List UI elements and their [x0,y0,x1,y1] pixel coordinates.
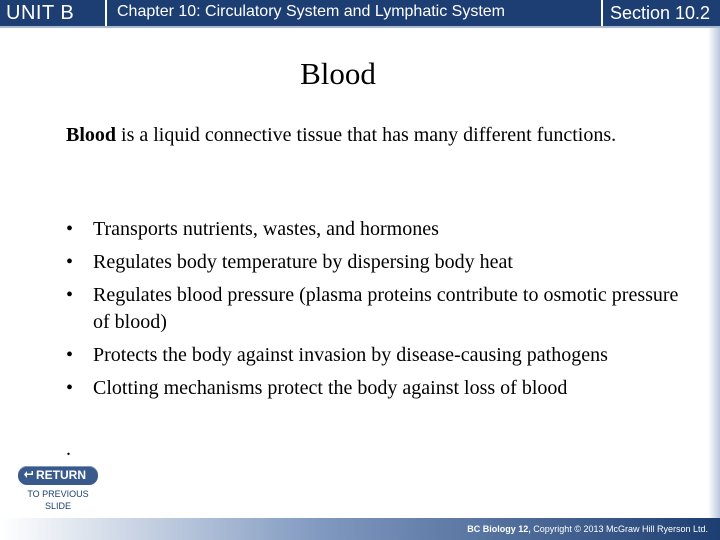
list-item [66,216,686,243]
list-item [66,282,686,336]
intro-term: Blood [66,124,117,146]
slide-header-bar [0,0,720,26]
list-item-text: Protects the body against invasion by disease-causing pathogens [93,344,608,366]
list-item-text: Clotting mechanisms protect the body against loss of blood [93,377,568,399]
right-edge-decoration [708,28,720,518]
copyright-text: Copyright © 2013 McGraw Hill Ryerson Ltd. [530,524,708,534]
bullet-icon: • [66,344,74,366]
bullet-icon: • [66,251,74,273]
bullet-icon: • [66,218,74,240]
return-caption-line: SLIDE [44,501,71,511]
chapter-title: Chapter 10: Circulatory System and Lymphatic System [117,3,506,20]
list-item [66,375,686,402]
return-caption-line: TO PREVIOUS [27,489,89,499]
functions-list [66,216,686,408]
book-title: BC Biology 12, [467,524,531,534]
list-item-text: Regulates body temperature by dispersing body heat [93,251,513,273]
list-item-text: Transports nutrients, wastes, and hormones [93,218,439,240]
bullet-icon: • [66,284,74,306]
return-caption [18,488,98,512]
return-button-label: RETURN [36,468,86,482]
intro-text: is a liquid connective tissue that has many different functions. [116,124,617,146]
copyright-notice [467,522,708,536]
bullet-icon: • [66,377,74,399]
list-item [66,249,686,276]
section-label: Section 10.2 [601,0,720,26]
trailing-period: . [66,438,71,460]
return-button[interactable] [18,466,98,485]
intro-paragraph [66,122,626,149]
list-item-text: Regulates blood pressure (plasma proteins contribute to osmotic pressure of blood) [93,284,679,333]
return-arrow-icon [22,466,36,485]
slide-title: Blood [300,56,376,91]
list-item [66,342,686,369]
unit-label: UNIT B [0,0,107,26]
